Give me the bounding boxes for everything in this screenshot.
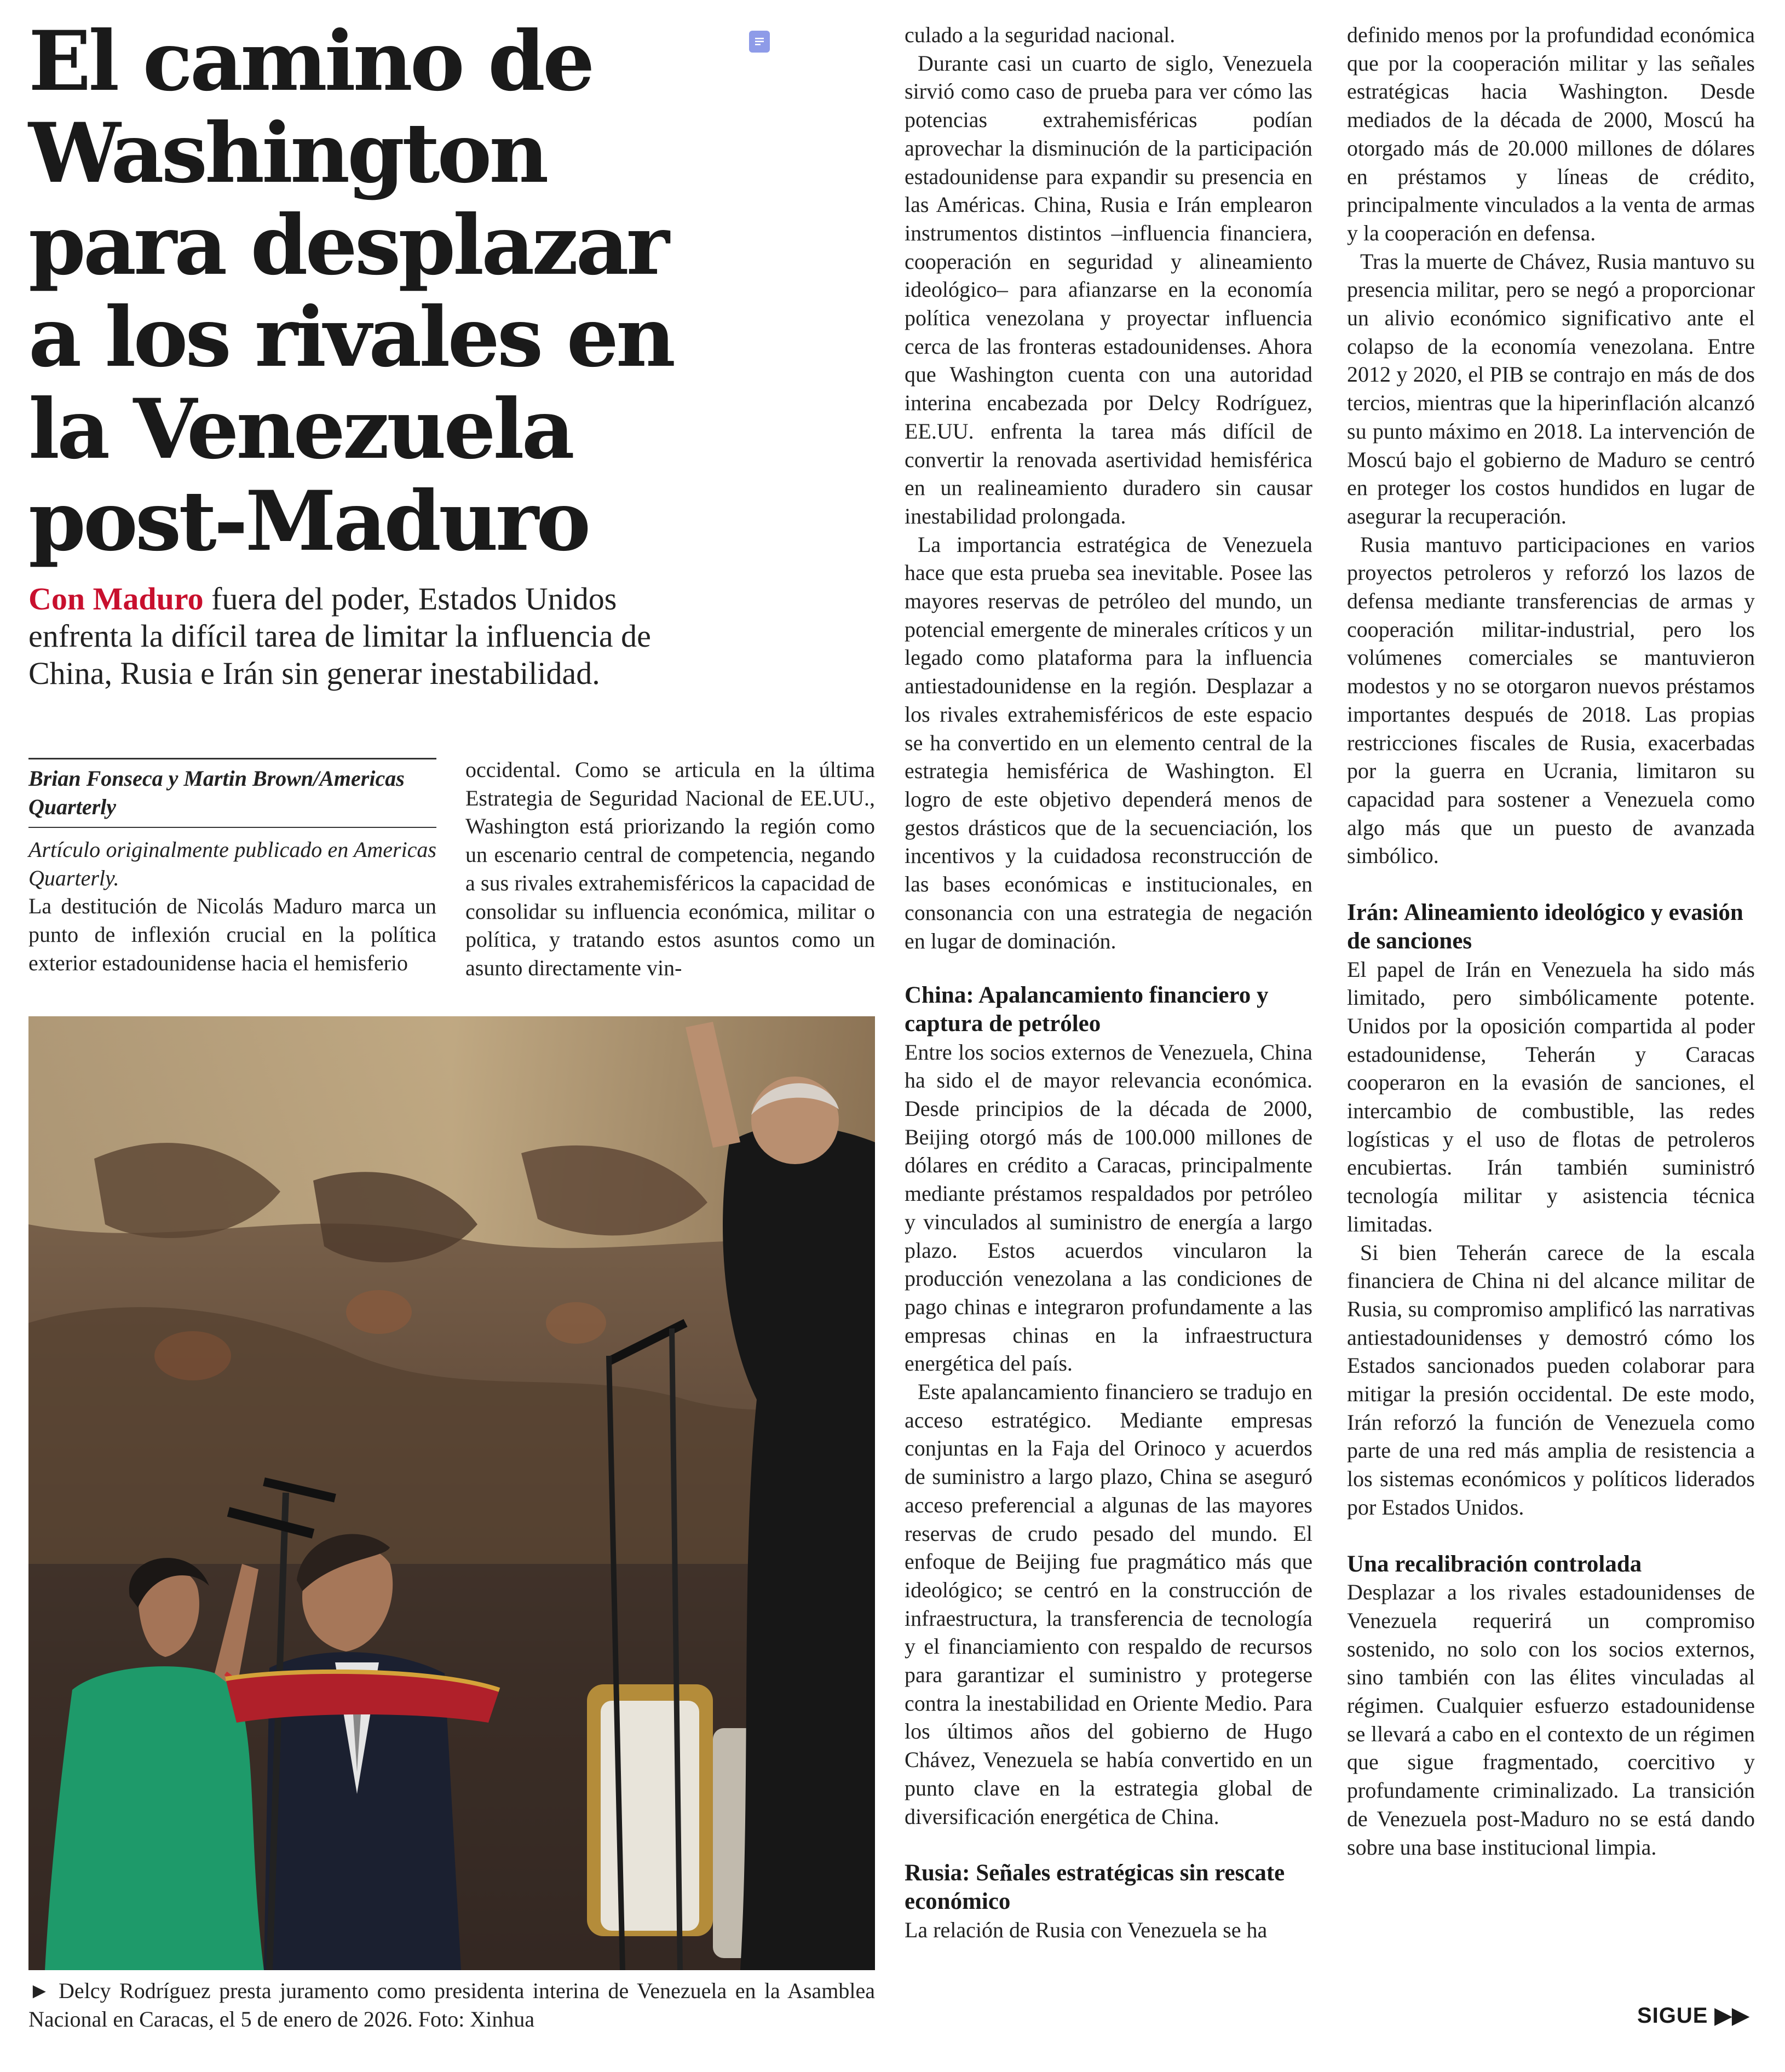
- column-2: [465, 756, 875, 982]
- deck-text: fuera del poder, Estados Unidos enfrenta la difícil tarea de limitar la influencia de China, Rusia e Irán sin generar inestabilidad.: [28, 581, 651, 691]
- article-photo: [28, 1016, 875, 1970]
- note-lines-icon: [754, 37, 765, 47]
- paragraph: definido menos por la profundidad económica que por la cooperación militar y las señales estratégicas hacia Washington. Desde mediados de la década de 2000, Moscú ha otorgado más de 20.000 millones de dólares en préstamos y líneas de crédito, principalmente vinculados a la venta de armas y la cooperación en defensa.: [1347, 22, 1755, 245]
- intro-paragraph: La destitución de Nicolás Maduro marca un punto de inflexión crucial en la política exterior estadounidense hacia el hemisferio: [28, 894, 436, 975]
- continued-link[interactable]: [1637, 2003, 1749, 2028]
- deck-lead: Con Maduro: [28, 581, 204, 617]
- continued-label: SIGUE: [1637, 2004, 1708, 2028]
- paragraph: Rusia mantuvo participaciones en varios proyectos petroleros y reforzó los lazos de defensa mediante transferencias de armas y cooperación militar-industrial, pero los volúmenes comerciales se mantuvieron modestos y no se otorgaron nuevos préstamos importantes después de 2018. Las propias restricciones fiscales de Rusia, exacerbadas por la guerra en Ucrania, limitaron su capacidad para sostener a Venezuela como algo más que un puesto de avanzada simbólico.: [1347, 532, 1755, 868]
- paragraph: Durante casi un cuarto de siglo, Venezuela sirvió como caso de prueba para ver cómo las potencias extrahemisféricas podían aprovechar la disminución de la participación estadounidense para expandir su presencia en las Américas. China, Rusia e Irán emplearon instrumentos distintos –influencia financiera, cooperación en seguridad y alineamiento ideológico– para afianzarse en la economía política venezolana y proyectar influencia cerca de las fronteras estadounidenses. Ahora que Washington cuenta con una autoridad interina encabezada por Delcy Rodríguez, EE.UU. enfrenta la tarea más difícil de convertir la renovada asertividad hemisférica en un realineamiento duradero sin causar inestabilidad prolongada.: [905, 50, 1312, 528]
- paragraph: Si bien Teherán carece de la escala financiera de China ni del alcance militar de Rusia, su compromiso amplificó las narrativas antiestadounidenses y demostró cómo los Estados sancionados pueden colaborar para mitigar la presión occidental. De este modo, Irán reforzó la función de Venezuela como parte de una red más amplia de resistencia a los sistemas económicos y políticos liderados por Estados Unidos.: [1347, 1240, 1755, 1520]
- note-icon[interactable]: [749, 31, 770, 53]
- intro-paragraph-cont: occidental. Como se articula en la última Estrategia de Seguridad Nacional de EE.UU., Washington está priorizando la región como un escenario central de competencia, negando a sus rivales extrahemisféricos la capacidad de consolidar su influencia económica, militar o política, y tratando estos asuntos como un asunto directamente vin-: [465, 757, 875, 980]
- paragraph: Desplazar a los rivales estadounidenses de Venezuela requerirá un compromiso sostenido, no solo con los socios externos, sino también con las élites vinculadas al régimen. Cualquier esfuerzo estadounidense se llevará a cabo en el contexto de un régimen que sigue fragmentado, coercitivo y profundamente criminalizado. La transición de Venezuela post-Maduro no se está dando sobre una base institucional limpia.: [1347, 1580, 1755, 1860]
- headline: El camino de Washington para desplazar a los rivales en la Venezuela post-Maduro: [28, 13, 673, 569]
- double-arrow-icon: ▶▶: [1714, 2004, 1750, 2028]
- origin-note: Artículo originalmente publicado en Americas Quarterly.: [28, 837, 436, 890]
- subhead-rusia: Rusia: Señales estratégicas sin rescate económico: [905, 1860, 1285, 1914]
- subhead-iran: Irán: Alineamiento ideológico y evasión de sanciones: [1347, 900, 1743, 954]
- subhead-china: China: Apalancamiento financiero y captura de petróleo: [905, 982, 1269, 1037]
- photo-caption: [28, 1977, 875, 2034]
- column-3: [905, 21, 1312, 1944]
- column-4: [1347, 21, 1755, 1861]
- caption-arrow-icon: ►: [28, 1978, 59, 2003]
- byline-bottom-rule: [28, 827, 436, 828]
- paragraph: La relación de Rusia con Venezuela se ha: [905, 1917, 1268, 1942]
- byline-top-rule: [28, 758, 436, 759]
- subhead-recalibracion: Una recalibración controlada: [1347, 1551, 1642, 1577]
- paragraph: Entre los socios externos de Venezuela, China ha sido el de mayor relevancia económica. Desde principios de la década de 2000, Beijing otorgó más de 100.000 millones de dólares en crédito a Caracas, principalmente mediante préstamos respaldados por petróleo y vinculados al suministro de energía a largo plazo. Estos acuerdos vincularon la producción venezolana a las condiciones de pago chinas e integraron profundamente a las empresas chinas en la infraestructura energética del país.: [905, 1039, 1312, 1376]
- paragraph: La importancia estratégica de Venezuela hace que esta prueba sea inevitable. Posee las mayores reservas de petróleo del mundo, un potencial emergente de minerales críticos y un legado como plataforma para la influencia antiestadounidense en la región. Desplazar a los rivales extrahemisféricos de este espacio se ha convertido en un elemento central de la estrategia hemisférica de Washington. El logro de este objetivo dependerá menos de gestos drásticos que de la secuenciación, los incentivos y la cuidadosa reconstrucción de las bases económicas e institucionales, en consonancia con una estrategia de negación en lugar de dominación.: [905, 532, 1312, 953]
- column-1: [28, 836, 436, 977]
- paragraph: Tras la muerte de Chávez, Rusia mantuvo su presencia militar, pero se negó a proporcionar un alivio económico significativo ante el colapso de la economía venezolana. Entre 2012 y 2020, el PIB se contrajo en más de dos tercios, mientras que la hiperinflación alcanzó su punto máximo en 2018. La intervención de Moscú bajo el gobierno de Maduro se centró en proteger los costos hundidos en lugar de asegurar la recuperación.: [1347, 249, 1755, 528]
- paragraph: Este apalancamiento financiero se tradujo en acceso estratégico. Mediante empresas conjuntas en la Faja del Orinoco y acuerdos de suministro a largo plazo, China se aseguró acceso preferencial a algunas de las mayores reservas de crudo pesado del mundo. El enfoque de Beijing fue pragmático más que ideológico; se centró en la construcción de infraestructura, la transferencia de tecnología y el financiamiento con respaldo de recursos para garantizar el suministro y protegerse contra la inestabilidad en Oriente Medio. Para los últimos años del gobierno de Hugo Chávez, Venezuela se había convertido en un punto clave en la estrategia global de diversificación energética de China.: [905, 1379, 1312, 1829]
- paragraph: culado a la seguridad nacional.: [905, 22, 1176, 47]
- deck: [28, 580, 718, 692]
- caption-text: Delcy Rodríguez presta juramento como presidenta interina de Venezuela en la Asamblea Nacional en Caracas, el 5 de enero de 2026. Foto: Xinhua: [28, 1978, 875, 2031]
- paragraph: El papel de Irán en Venezuela ha sido más limitado, pero simbólicamente potente. Unidos por la oposición compartida al poder estadounidense, Teherán y Caracas cooperaron en la evasión de sanciones, el intercambio de combustible, las redes logísticas y el uso de flotas de petroleros encubiertas. Irán también suministró tecnología militar y asistencia técnica limitadas.: [1347, 957, 1755, 1236]
- byline: Brian Fonseca y Martin Brown/Americas Quarterly: [28, 766, 405, 819]
- swearing-in-photo: [28, 1016, 875, 1970]
